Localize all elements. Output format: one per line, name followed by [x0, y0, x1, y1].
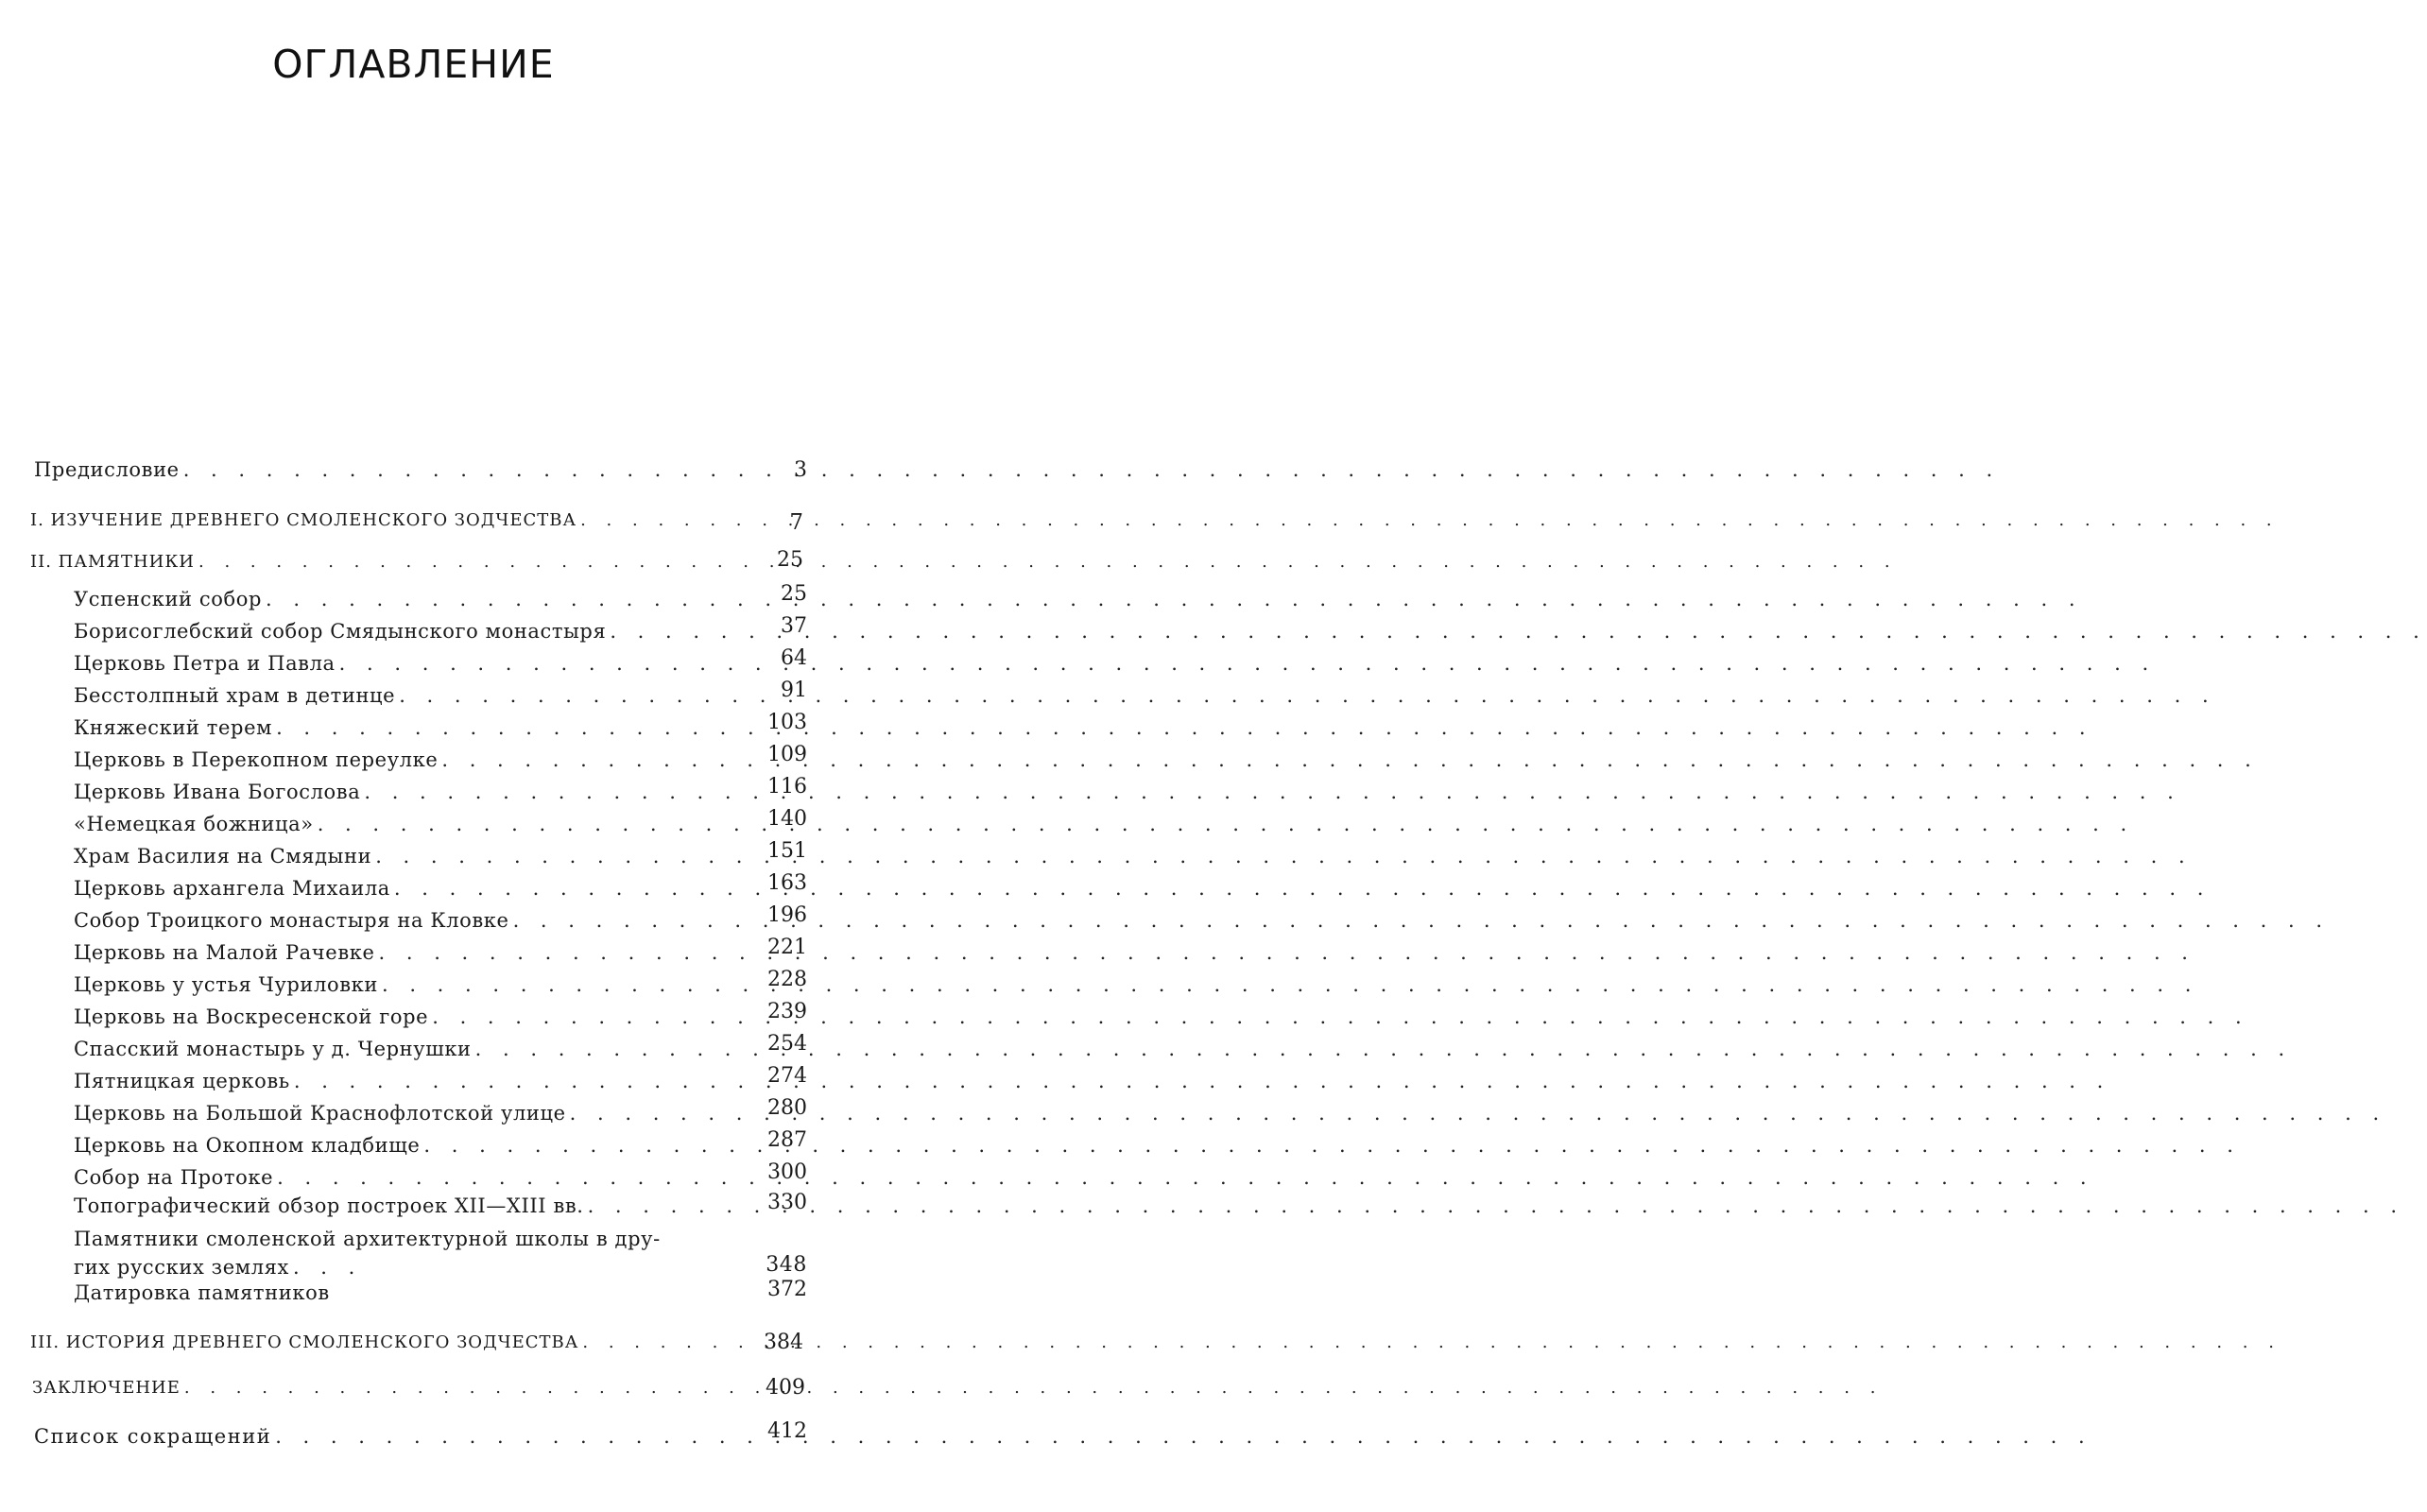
toc-entry-page: 64: [781, 646, 807, 670]
toc-entry-page: 140: [767, 807, 807, 831]
dot-leader: [610, 620, 676, 643]
toc-entry-page: 91: [781, 679, 807, 702]
toc-entry-label: Бесстолпный храм в детинце: [74, 684, 396, 707]
toc-entry[interactable]: [74, 1128, 807, 1157]
toc-entry[interactable]: [74, 711, 807, 739]
toc-entry[interactable]: [74, 968, 807, 996]
dot-leader: [570, 1102, 645, 1125]
dot-leader: [183, 458, 900, 481]
toc-entry-page: 163: [767, 871, 807, 895]
dot-leader: [423, 1134, 650, 1157]
toc-entry-label: Успенский собор: [74, 588, 263, 610]
toc-entry-label: Топографический обзор построек XII—XIII вв.: [74, 1194, 584, 1217]
toc-entry[interactable]: [74, 679, 807, 707]
toc-entry-label: Княжеский терем: [74, 716, 273, 739]
dot-leader: [580, 510, 1297, 530]
table-of-contents: [0, 0, 827, 1512]
dot-leader: [394, 877, 678, 900]
toc-entry[interactable]: [74, 936, 807, 964]
toc-entry-page: 300: [767, 1160, 807, 1184]
toc-entry-label: Храм Василия на Смядыни: [74, 845, 372, 868]
toc-entry[interactable]: [74, 775, 807, 803]
dot-leader: [364, 781, 676, 803]
dot-leader: [399, 684, 673, 707]
dot-leader: [432, 1005, 668, 1028]
dot-leader: . . .: [292, 1256, 363, 1279]
toc-entry[interactable]: [74, 1278, 807, 1304]
toc-entry-label: Датировка памятников: [74, 1281, 330, 1304]
toc-entry-label: Церковь Петра и Павла: [74, 652, 336, 675]
toc-entry-page: 280: [767, 1096, 807, 1120]
dot-leader: [198, 552, 915, 572]
dot-leader: [277, 1166, 655, 1189]
dot-leader: [379, 941, 681, 964]
toc-entry-page: 3: [794, 458, 807, 482]
toc-entry-label: Церковь в Перекопном переулке: [74, 748, 439, 771]
toc-entry[interactable]: [74, 1160, 807, 1189]
toc-entry[interactable]: [74, 839, 807, 868]
toc-entry-label: Собор Троицкого монастыря на Кловке: [74, 909, 509, 932]
toc-entry-page: 409: [766, 1376, 805, 1400]
toc-entry-label: I. ИЗУЧЕНИЕ ДРЕВНЕГО СМОЛЕНСКОГО ЗОДЧЕСТВА: [30, 510, 577, 530]
toc-entry[interactable]: [74, 1191, 807, 1217]
toc-entry-page: 37: [781, 614, 807, 638]
toc-entry-label: II. ПАМЯТНИКИ: [30, 552, 195, 572]
toc-entry-page: 109: [767, 743, 807, 766]
toc-entry[interactable]: [74, 582, 807, 610]
toc-entry-label: Пятницкая церковь: [74, 1070, 290, 1092]
toc-entry-page: 228: [767, 968, 807, 991]
toc-entry-label: ЗАКЛЮЧЕНИЕ: [32, 1378, 181, 1398]
dot-leader: [382, 973, 675, 996]
toc-entry-label: Спасский монастырь у д. Чернушки: [74, 1038, 472, 1060]
toc-entry-label: Церковь на Малой Рачевке: [74, 941, 375, 964]
toc-entry-page: 7: [789, 510, 803, 535]
dot-leader: [582, 1332, 1299, 1352]
toc-entry[interactable]: [74, 1000, 807, 1028]
toc-entry-part-1[interactable]: [30, 510, 803, 535]
toc-entry-page: 287: [767, 1128, 807, 1152]
toc-entry-page: 25: [777, 548, 803, 572]
toc-entry[interactable]: [74, 1032, 807, 1060]
toc-entry-label: Предисловие: [34, 458, 180, 481]
toc-entry-label-line2: гих русских землях: [74, 1256, 289, 1279]
dot-leader: [588, 1194, 626, 1217]
dot-leader: [475, 1038, 664, 1060]
toc-entry-page: 254: [767, 1032, 807, 1056]
dot-leader: [375, 845, 659, 868]
toc-entry-page: 330: [767, 1191, 807, 1214]
page-title: ОГЛАВЛЕНИЕ: [272, 42, 555, 87]
toc-entry-page: 196: [767, 903, 807, 927]
toc-entry[interactable]: [74, 871, 807, 900]
dot-leader: [266, 588, 577, 610]
toc-entry[interactable]: [74, 807, 807, 835]
toc-entry-page: 372: [767, 1278, 807, 1301]
toc-entry-page: 221: [767, 936, 807, 959]
toc-entry-preface[interactable]: [34, 458, 807, 481]
toc-entry-page: 116: [767, 775, 807, 799]
toc-entry-label: Церковь у устья Чуриловки: [74, 973, 378, 996]
toc-entry-label: Список сокращений: [34, 1425, 272, 1448]
toc-entry[interactable]: [74, 614, 807, 643]
toc-entry[interactable]: [74, 743, 807, 771]
toc-entry-part-2[interactable]: [30, 548, 803, 572]
toc-entry[interactable]: [74, 646, 807, 675]
toc-entry-label: Церковь Ивана Богослова: [74, 781, 361, 803]
toc-entry-label: Собор на Протоке: [74, 1166, 274, 1189]
toc-entry-page: 103: [767, 711, 807, 734]
toc-entry-page: 239: [767, 1000, 807, 1023]
dot-leader: [513, 909, 636, 932]
toc-entry-label: Церковь архангела Михаила: [74, 877, 390, 900]
toc-entry-page: 412: [767, 1419, 807, 1443]
toc-entry[interactable]: [74, 1064, 807, 1092]
toc-entry-label: III. ИСТОРИЯ ДРЕВНЕГО СМОЛЕНСКОГО ЗОДЧЕСТВА: [30, 1332, 579, 1352]
toc-entry-label: Церковь на Большой Краснофлотской улице: [74, 1102, 566, 1125]
toc-entry-label: «Немецкая божница»: [74, 813, 314, 835]
toc-entry-multiline[interactable]: [74, 1225, 807, 1281]
toc-entry-page: 348: [766, 1253, 807, 1277]
dot-leader: [275, 1425, 672, 1448]
toc-entry-page: 274: [767, 1064, 807, 1088]
toc-entry-label-line1: Памятники смоленской архитектурной школы в дру-: [74, 1228, 661, 1250]
dot-leader: [318, 813, 714, 835]
toc-entry-part-3[interactable]: [30, 1332, 803, 1352]
dot-leader: [339, 652, 651, 675]
toc-entry-abbreviations[interactable]: [34, 1419, 807, 1448]
toc-entry-page: 25: [781, 582, 807, 606]
dot-leader: [276, 716, 711, 739]
toc-entry-page: 151: [767, 839, 807, 863]
toc-entry-conclusion[interactable]: [32, 1378, 805, 1398]
toc-entry-page: 384: [764, 1331, 803, 1354]
dot-leader: [441, 748, 668, 771]
toc-entry-label: Церковь на Окопном кладбище: [74, 1134, 421, 1157]
toc-entry-label: Церковь на Воскресенской горе: [74, 1005, 429, 1028]
toc-entry[interactable]: [74, 1096, 807, 1125]
toc-entry-label: Борисоглебский собор Смядынского монастыря: [74, 620, 607, 643]
toc-entry[interactable]: [74, 903, 807, 932]
dot-leader: [294, 1070, 691, 1092]
